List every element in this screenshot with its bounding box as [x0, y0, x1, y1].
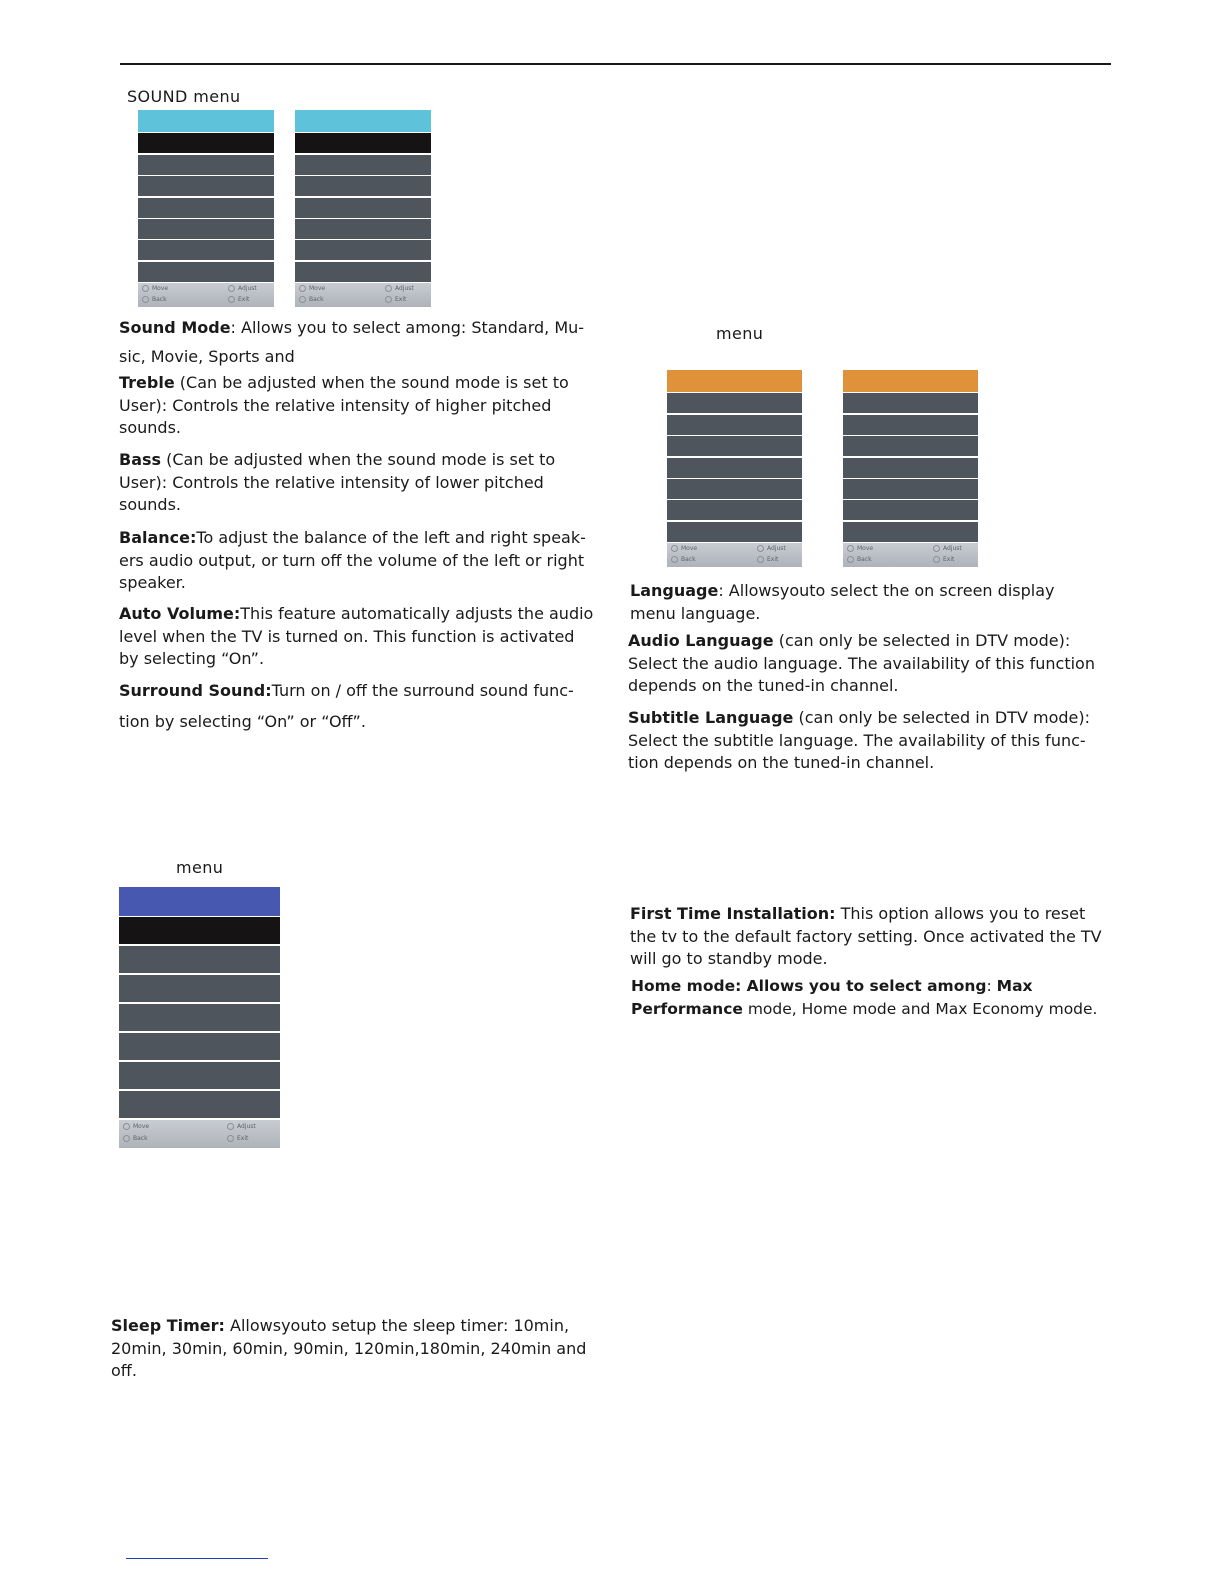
language-label: Language — [630, 581, 719, 600]
surround-sound-label: Surround Sound: — [119, 681, 272, 700]
footer-adjust: Adjust — [943, 545, 962, 553]
top-rule — [120, 63, 1111, 65]
move-icon — [847, 545, 854, 552]
menu-item[interactable] — [119, 1033, 280, 1060]
menu-item[interactable] — [119, 1091, 280, 1118]
treble-label: Treble — [119, 373, 175, 392]
footer-adjust: Adjust — [238, 285, 257, 293]
menu-item[interactable] — [667, 436, 802, 456]
exit-icon — [757, 556, 764, 563]
menu-item[interactable] — [667, 522, 802, 542]
footer-back: Back — [133, 1135, 148, 1143]
menu-item[interactable] — [138, 176, 274, 196]
sound-mode-text: : Allows you to select among: Standard, Mu- — [230, 318, 585, 337]
sleep-timer-label: Sleep Timer: — [111, 1316, 225, 1335]
exit-icon — [385, 296, 392, 303]
surround-sound-text: Turn on / off the surround sound func- — [271, 681, 574, 700]
audio-language-paragraph — [628, 630, 1108, 698]
auto-volume-text: This feature automatically adjusts the audio level when the TV is turned on. This function is activated by selecting “On”. — [119, 604, 594, 668]
menu-item[interactable] — [295, 176, 431, 196]
sound-menu-panel-1 — [138, 110, 274, 307]
subtitle-language-text: (can only be selected in DTV mode): Select the subtitle language. The availability of this func-tion depends on the tuned-in channel. — [628, 708, 1090, 772]
language-menu-panel-1 — [667, 370, 802, 567]
adjust-icon — [228, 285, 235, 292]
back-icon — [142, 296, 149, 303]
auto-volume-label: Auto Volume: — [119, 604, 241, 623]
footer-back: Back — [309, 296, 324, 304]
time-menu-heading: menu — [176, 858, 224, 877]
exit-icon — [228, 296, 235, 303]
menu-item[interactable] — [138, 198, 274, 218]
menu-header-bar — [138, 110, 274, 132]
sound-mode-text-cont: sic, Movie, Sports and — [119, 346, 295, 366]
sound-mode-paragraph — [119, 317, 594, 368]
home-mode-label: Home mode: Allows you to select among — [631, 977, 987, 995]
footer-exit: Exit — [767, 556, 779, 564]
home-mode-paragraph — [631, 975, 1111, 1020]
footer-adjust: Adjust — [395, 285, 414, 293]
footer-link-underline — [126, 1558, 268, 1559]
menu-item[interactable] — [843, 458, 978, 478]
menu-item[interactable] — [119, 1062, 280, 1089]
treble-paragraph — [119, 372, 594, 440]
menu-item[interactable] — [138, 155, 274, 175]
audio-language-text: (can only be selected in DTV mode): Select the audio language. The availability of this function depends on the tuned-in channel. — [628, 631, 1095, 695]
language-menu-panel-2 — [843, 370, 978, 567]
sound-mode-label: Sound Mode — [119, 318, 231, 337]
menu-item-selected[interactable] — [138, 133, 274, 153]
first-time-installation-paragraph — [630, 903, 1112, 971]
bass-text: (Can be adjusted when the sound mode is set to User): Controls the relative intensity of lower pitched sounds. — [119, 450, 556, 514]
sound-menu-panel-2 — [295, 110, 431, 307]
surround-sound-paragraph — [119, 680, 597, 733]
bass-label: Bass — [119, 450, 162, 469]
exit-icon — [227, 1135, 234, 1142]
menu-item[interactable] — [295, 240, 431, 260]
menu-item[interactable] — [295, 198, 431, 218]
menu-item[interactable] — [843, 415, 978, 435]
exit-icon — [933, 556, 940, 563]
menu-item-selected[interactable] — [295, 133, 431, 153]
adjust-icon — [385, 285, 392, 292]
surround-sound-text-cont: tion by selecting “On” or “Off”. — [119, 711, 366, 731]
footer-move: Move — [152, 285, 169, 293]
subtitle-language-label: Subtitle Language — [628, 708, 794, 727]
menu-item[interactable] — [138, 262, 274, 282]
menu-item[interactable] — [667, 458, 802, 478]
menu-item[interactable] — [667, 479, 802, 499]
move-icon — [299, 285, 306, 292]
menu-header-bar — [295, 110, 431, 132]
footer-move: Move — [309, 285, 326, 293]
menu-header-bar — [119, 887, 280, 916]
language-text: : Allowsyouto select the on screen display menu language. — [630, 581, 1055, 623]
adjust-icon — [933, 545, 940, 552]
menu-footer — [843, 543, 978, 567]
footer-exit: Exit — [943, 556, 955, 564]
footer-move: Move — [857, 545, 874, 553]
balance-text: To adjust the balance of the left and right speak-ers audio output, or turn off the volume of the left or right speaker. — [119, 528, 586, 592]
language-paragraph — [630, 580, 1105, 625]
back-icon — [123, 1135, 130, 1142]
first-time-installation-text: This option allows you to reset the tv to the default factory setting. Once activated the TV will go to standby mode. — [630, 904, 1102, 968]
menu-item[interactable] — [138, 240, 274, 260]
adjust-icon — [227, 1123, 234, 1130]
menu-item[interactable] — [843, 436, 978, 456]
menu-item[interactable] — [843, 393, 978, 413]
footer-back: Back — [857, 556, 872, 564]
move-icon — [123, 1123, 130, 1130]
auto-volume-paragraph — [119, 603, 597, 671]
menu-item[interactable] — [667, 415, 802, 435]
menu-item[interactable] — [667, 393, 802, 413]
menu-header-bar — [667, 370, 802, 392]
menu-item[interactable] — [295, 219, 431, 239]
move-icon — [142, 285, 149, 292]
footer-back: Back — [681, 556, 696, 564]
time-menu-panel — [119, 887, 280, 1148]
treble-text: (Can be adjusted when the sound mode is set to User): Controls the relative intensity of higher pitched sounds. — [119, 373, 569, 437]
menu-item[interactable] — [295, 155, 431, 175]
sleep-timer-text: Allowsyouto setup the sleep timer: 10min, 20min, 30min, 60min, 90min, 120min,180min, 240min and off. — [111, 1316, 587, 1380]
menu-item[interactable] — [138, 219, 274, 239]
audio-language-label: Audio Language — [628, 631, 774, 650]
home-mode-text-2: mode, Home mode and Max Economy mode. — [742, 999, 1098, 1018]
menu-item[interactable] — [119, 1004, 280, 1031]
menu-footer — [295, 283, 431, 307]
footer-adjust: Adjust — [237, 1123, 256, 1131]
adjust-icon — [757, 545, 764, 552]
menu-item[interactable] — [119, 975, 280, 1002]
menu-item[interactable] — [843, 522, 978, 542]
balance-label: Balance: — [119, 528, 197, 547]
language-menu-heading: menu — [716, 324, 764, 343]
back-icon — [671, 556, 678, 563]
back-icon — [299, 296, 306, 303]
balance-paragraph — [119, 527, 597, 595]
footer-adjust: Adjust — [767, 545, 786, 553]
footer-exit: Exit — [395, 296, 407, 304]
sleep-timer-paragraph — [111, 1315, 591, 1383]
subtitle-language-paragraph — [628, 707, 1100, 775]
menu-footer — [119, 1120, 280, 1148]
menu-item[interactable] — [295, 262, 431, 282]
home-mode-text: : — [986, 977, 997, 995]
move-icon — [671, 545, 678, 552]
menu-footer — [667, 543, 802, 567]
menu-header-bar — [843, 370, 978, 392]
footer-move: Move — [133, 1123, 150, 1131]
footer-exit: Exit — [237, 1135, 249, 1143]
menu-item[interactable] — [119, 946, 280, 973]
home-mode-label-2: Max Performance — [631, 977, 1033, 1018]
menu-item[interactable] — [843, 500, 978, 520]
bass-paragraph — [119, 449, 579, 517]
menu-footer — [138, 283, 274, 307]
menu-item-selected[interactable] — [119, 917, 280, 944]
footer-back: Back — [152, 296, 167, 304]
sound-menu-heading: SOUND menu — [127, 87, 241, 106]
footer-move: Move — [681, 545, 698, 553]
first-time-installation-label: First Time Installation: — [630, 904, 836, 923]
back-icon — [847, 556, 854, 563]
menu-item[interactable] — [667, 500, 802, 520]
footer-exit: Exit — [238, 296, 250, 304]
menu-item[interactable] — [843, 479, 978, 499]
